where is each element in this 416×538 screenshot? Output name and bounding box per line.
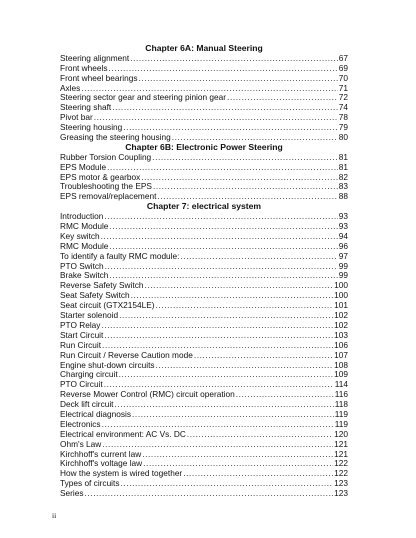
entry-title: Run Circuit / Reverse Caution mode (60, 349, 193, 360)
entry-title: Key switch (60, 230, 100, 241)
dot-leader (142, 450, 333, 460)
chapter-heading: Chapter 6A: Manual Steering (145, 43, 263, 53)
entry-page: 123 (334, 488, 348, 499)
entry-page: 93 (338, 211, 348, 222)
toc-entry[interactable] (60, 331, 348, 341)
entry-page: 102 (334, 319, 348, 330)
entry-page: 123 (334, 478, 348, 489)
entry-title: EPS removal/replacement (60, 191, 157, 202)
entry-page: 101 (334, 300, 348, 311)
dot-leader (120, 479, 333, 489)
entry-title: Starter solenoid (60, 310, 119, 321)
dot-leader (130, 54, 338, 64)
entry-page: 121 (334, 438, 348, 449)
toc-entry[interactable] (60, 489, 348, 499)
entry-page: 81 (338, 161, 348, 172)
entry-page: 103 (334, 329, 348, 340)
entry-page: 116 (334, 389, 348, 400)
entry-title: Kirchhoff's voltage law (60, 458, 143, 469)
toc-entry[interactable] (60, 430, 348, 440)
entry-page: 71 (338, 82, 348, 93)
entry-title: Steering alignment (60, 52, 130, 63)
dot-leader (183, 469, 333, 479)
entry-title: Front wheel bearings (60, 72, 138, 83)
entry-title: Charging circuit (60, 369, 118, 380)
entry-title: Reverse Safety Switch (60, 280, 144, 291)
dot-leader (156, 361, 334, 371)
entry-page: 109 (334, 369, 348, 380)
dot-leader (94, 113, 338, 123)
dot-leader (180, 252, 337, 262)
entry-title: Run Circuit (60, 339, 102, 350)
entry-title: Seat Safety Switch (60, 290, 130, 301)
dot-leader (119, 311, 333, 321)
entry-title: RMC Module (60, 221, 109, 232)
entry-title: Steering housing (60, 122, 123, 133)
dot-leader (104, 331, 333, 341)
toc-entry[interactable] (60, 311, 348, 321)
entry-page: 122 (334, 458, 348, 469)
entry-page: 119 (334, 408, 348, 419)
entry-page: 100 (334, 280, 348, 291)
entry-title: Electronics (60, 418, 101, 429)
entry-page: 118 (334, 399, 348, 410)
entry-title: RMC Module (60, 240, 109, 251)
dot-leader (156, 301, 334, 311)
dot-leader (131, 291, 334, 301)
entry-title: Start Circuit (60, 329, 104, 340)
entry-page: 80 (338, 132, 348, 143)
entry-title: Seat circuit (GTX2154LE) (60, 300, 155, 311)
entry-title: PTO Switch (60, 260, 104, 271)
entry-page: 99 (338, 270, 348, 281)
entry-page: 81 (338, 151, 348, 162)
entry-title: Reverse Mower Control (RMC) circuit operation (60, 389, 235, 400)
entry-title: To identify a faulty RMC module: (60, 250, 180, 261)
dot-leader (141, 173, 338, 183)
dot-leader (227, 93, 338, 103)
dot-leader (109, 271, 337, 281)
entry-page: 100 (334, 290, 348, 301)
entry-title: Electrical environment: AC Vs. DC (60, 428, 186, 439)
entry-title: How the system is wired together (60, 468, 183, 479)
chapter-heading: Chapter 6B: Electronic Power Steering (125, 141, 283, 152)
dot-leader (152, 153, 338, 163)
dot-leader (119, 370, 334, 380)
entry-page: 74 (338, 102, 348, 113)
entry-title: EPS motor & gearbox (60, 171, 141, 182)
entry-title: EPS Module (60, 161, 107, 172)
toc-entry[interactable] (60, 222, 348, 232)
entry-title: Types of circuits (60, 478, 120, 489)
entry-page: 70 (338, 72, 348, 83)
entry-page: 88 (338, 191, 348, 202)
dot-leader (109, 64, 338, 74)
dot-leader (114, 400, 333, 410)
entry-page: 102 (334, 310, 348, 321)
entry-page: 78 (338, 112, 348, 123)
entry-title: Steering sector gear and steering pinion gear (60, 92, 227, 103)
entry-title: Front wheels (60, 62, 108, 73)
entry-page: 97 (338, 250, 348, 261)
dot-leader (132, 410, 334, 420)
entry-page: 79 (338, 122, 348, 133)
dot-leader (105, 262, 338, 272)
chapter-heading: Chapter 7: electrical system (146, 201, 262, 212)
dot-leader (138, 74, 337, 84)
toc-entry[interactable] (60, 74, 348, 84)
entry-page: 121 (334, 448, 348, 459)
entry-title: Steering shaft (60, 102, 112, 113)
entry-title: Engine shut-down circuits (60, 359, 155, 370)
entry-title: Introduction (60, 211, 104, 222)
entry-page: 96 (338, 240, 348, 251)
dot-leader (187, 430, 333, 440)
entry-page: 69 (338, 62, 348, 73)
entry-title: Axles (60, 82, 81, 93)
entry-title: Pivot bar (60, 112, 93, 123)
dot-leader (112, 103, 338, 113)
entry-page: 99 (338, 260, 348, 271)
entry-title: Greasing the steering housing (60, 132, 171, 143)
entry-page: 107 (334, 349, 348, 360)
table-of-contents (60, 44, 348, 499)
entry-title: PTO Circuit (60, 379, 103, 390)
entry-title: Deck lift circuit (60, 399, 114, 410)
entry-page: 119 (334, 418, 348, 429)
dot-leader (101, 321, 333, 331)
entry-title: Electrical diagnosis (60, 408, 132, 419)
dot-leader (109, 222, 337, 232)
toc-entry[interactable] (60, 321, 348, 331)
dot-leader (85, 489, 334, 499)
entry-page: 93 (338, 221, 348, 232)
dot-leader (101, 232, 338, 242)
entry-title: Rubber Torsion Coupling (60, 151, 152, 162)
entry-page: 108 (334, 359, 348, 370)
page-number: ii (52, 511, 57, 520)
dot-leader (104, 212, 337, 222)
entry-title: Brake Switch (60, 270, 109, 281)
entry-page: 114 (334, 379, 348, 390)
dot-leader (107, 163, 338, 173)
dot-leader (236, 390, 334, 400)
entry-page: 72 (338, 92, 348, 103)
entry-page: 106 (334, 339, 348, 350)
entry-title: Ohm's Law (60, 438, 102, 449)
dot-leader (194, 351, 333, 361)
toc-entry[interactable] (60, 479, 348, 489)
toc-entry[interactable] (60, 410, 348, 420)
toc-entry[interactable] (60, 103, 348, 113)
entry-page: 122 (334, 468, 348, 479)
entry-page: 82 (338, 171, 348, 182)
dot-leader (144, 281, 333, 291)
entry-page: 94 (338, 230, 348, 241)
entry-page: 83 (338, 181, 348, 192)
toc-entry[interactable] (60, 370, 348, 380)
entry-title: Series (60, 488, 84, 499)
dot-leader (153, 182, 338, 192)
entry-page: 67 (338, 52, 348, 63)
entry-page: 120 (334, 428, 348, 439)
entry-title: Troubleshooting the EPS (60, 181, 152, 192)
entry-title: PTO Relay (60, 319, 101, 330)
entry-title: Kirchhoff's current law (60, 448, 142, 459)
